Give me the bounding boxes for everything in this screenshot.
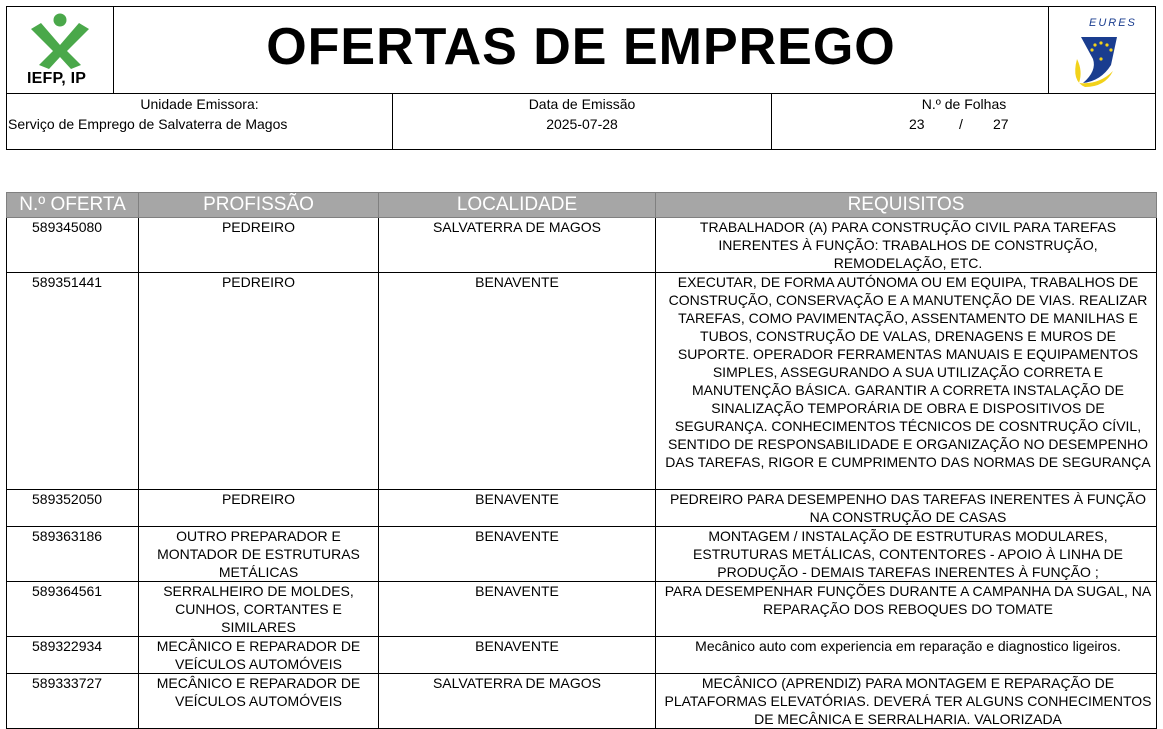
issuer-label: Unidade Emissora: [140,96,259,112]
sheets-label: N.º de Folhas [921,96,1007,112]
offer-requirements: MECÂNICO (APRENDIZ) PARA MONTAGEM E REPARAÇÃO DE PLATAFORMAS ELEVATÓRIAS. DEVERÁ TER ALGUNS CONHECIMENTOS DE MECÂNICA E SERRALHARIA. VALORIZADA [656,674,1157,729]
table-row [7,527,1157,582]
offer-profession: PEDREIRO [139,490,379,527]
eures-logo-icon [1071,29,1131,89]
sheet-current: 23 [909,116,925,132]
offer-profession: PEDREIRO [139,273,379,490]
issuer-value: Serviço de Emprego de Salvaterra de Magos [8,116,288,132]
offer-profession: SERRALHEIRO DE MOLDES, CUNHOS, CORTANTES E SIMILARES [139,582,379,637]
offer-profession: PEDREIRO [139,218,379,273]
offer-id: 589333727 [7,674,139,729]
offer-id: 589352050 [7,490,139,527]
offer-requirements: PEDREIRO PARA DESEMPENHO DAS TAREFAS INERENTES À FUNÇÃO NA CONSTRUÇÃO DE CASAS [656,490,1157,527]
offer-id: 589364561 [7,582,139,637]
offer-location: BENAVENTE [379,637,656,674]
offer-requirements: PARA DESEMPENHAR FUNÇÕES DURANTE A CAMPANHA DA SUGAL, NA REPARAÇÃO DOS REBOQUES DO TOMATE [656,582,1157,637]
date-cell [393,94,772,149]
offer-location: BENAVENTE [379,527,656,582]
offer-id: 589351441 [7,273,139,490]
sheet-total: 27 [993,116,1009,132]
offer-id: 589363186 [7,527,139,582]
eures-text: EURES [1089,17,1137,29]
date-label: Data de Emissão [528,96,636,112]
offer-location: BENAVENTE [379,490,656,527]
offer-location: SALVATERRA DE MAGOS [379,674,656,729]
column-header-profession: PROFISSÃO [139,193,379,218]
table-row [7,637,1157,674]
offer-location: SALVATERRA DE MAGOS [379,218,656,273]
column-header-location: LOCALIDADE [379,193,656,218]
date-value: 2025-07-28 [546,116,618,132]
offer-location: BENAVENTE [379,273,656,490]
table-row [7,218,1157,273]
eures-logo [1048,7,1155,93]
offer-location: BENAVENTE [379,582,656,637]
offer-id: 589345080 [7,218,139,273]
logo-text: IEFP, IP [27,70,87,87]
table-header-row [7,193,1157,218]
offer-requirements: EXECUTAR, DE FORMA AUTÓNOMA OU EM EQUIPA, TRABALHOS DE CONSTRUÇÃO, CONSERVAÇÃO E A MANUTENÇÃO DE VIAS. REALIZAR TAREFAS, COMO PAVIMENTAÇÃO, ASSENTAMENTO DE MANILHAS E TUBOS, CONSTRUÇÃO DE VALAS, DRENAGENS E MUROS DE SUPORTE. OPERADOR FERRAMENTAS MANUAIS E EQUIPAMENTOS SIMPLES, ASSEGURANDO A SUA UTILIZAÇÃO CORRETA E MANUTENÇÃO BÁSICA. GARANTIR A CORRETA INSTALAÇÃO DE SINALIZAÇÃO TEMPORÁRIA DE OBRA E DISPOSITIVOS DE SEGURANÇA. CONHECIMENTOS TÉCNICOS DE COSNTRUÇÃO CÍVIL, SENTIDO DE RESPONSABILIDADE E ORGANIZAÇÃO NO DESEMPENHO DAS TAREFAS, RIGOR E CUMPRIMENTO DAS NORMAS DE SEGURANÇA [656,273,1157,490]
table-row [7,273,1157,490]
offer-profession: OUTRO PREPARADOR E MONTADOR DE ESTRUTURAS METÁLICAS [139,527,379,582]
table-row [7,582,1157,637]
table-row [7,490,1157,527]
table-row [7,674,1157,729]
offer-requirements: TRABALHADOR (A) PARA CONSTRUÇÃO CIVIL PARA TAREFAS INERENTES À FUNÇÃO: TRABALHOS DE CONSTRUÇÃO, REMODELAÇÃO, ETC. [656,218,1157,273]
offer-requirements: Mecânico auto com experiencia em reparação e diagnostico ligeiros. [656,637,1157,674]
offers-table [6,192,1157,729]
document-meta [6,94,1156,150]
offer-requirements: MONTAGEM / INSTALAÇÃO DE ESTRUTURAS MODULARES, ESTRUTURAS METÁLICAS, CONTENTORES - APOIO À LINHA DE PRODUÇÃO - DEMAIS TAREFAS INERENTES À FUNÇÃO ; [656,527,1157,582]
page-title: OFERTAS DE EMPREGO [266,18,896,76]
iefp-logo [7,7,114,93]
offer-profession: MECÂNICO E REPARADOR DE VEÍCULOS AUTOMÓVEIS [139,637,379,674]
document-header [6,6,1156,94]
column-header-id: N.º OFERTA [7,193,139,218]
column-header-requirements: REQUISITOS [656,193,1157,218]
sheet-separator: / [959,116,963,132]
iefp-logo-icon [7,7,113,71]
issuer-cell [7,94,393,149]
offer-profession: MECÂNICO E REPARADOR DE VEÍCULOS AUTOMÓVEIS [139,674,379,729]
sheets-cell [772,94,1156,149]
offer-id: 589322934 [7,637,139,674]
